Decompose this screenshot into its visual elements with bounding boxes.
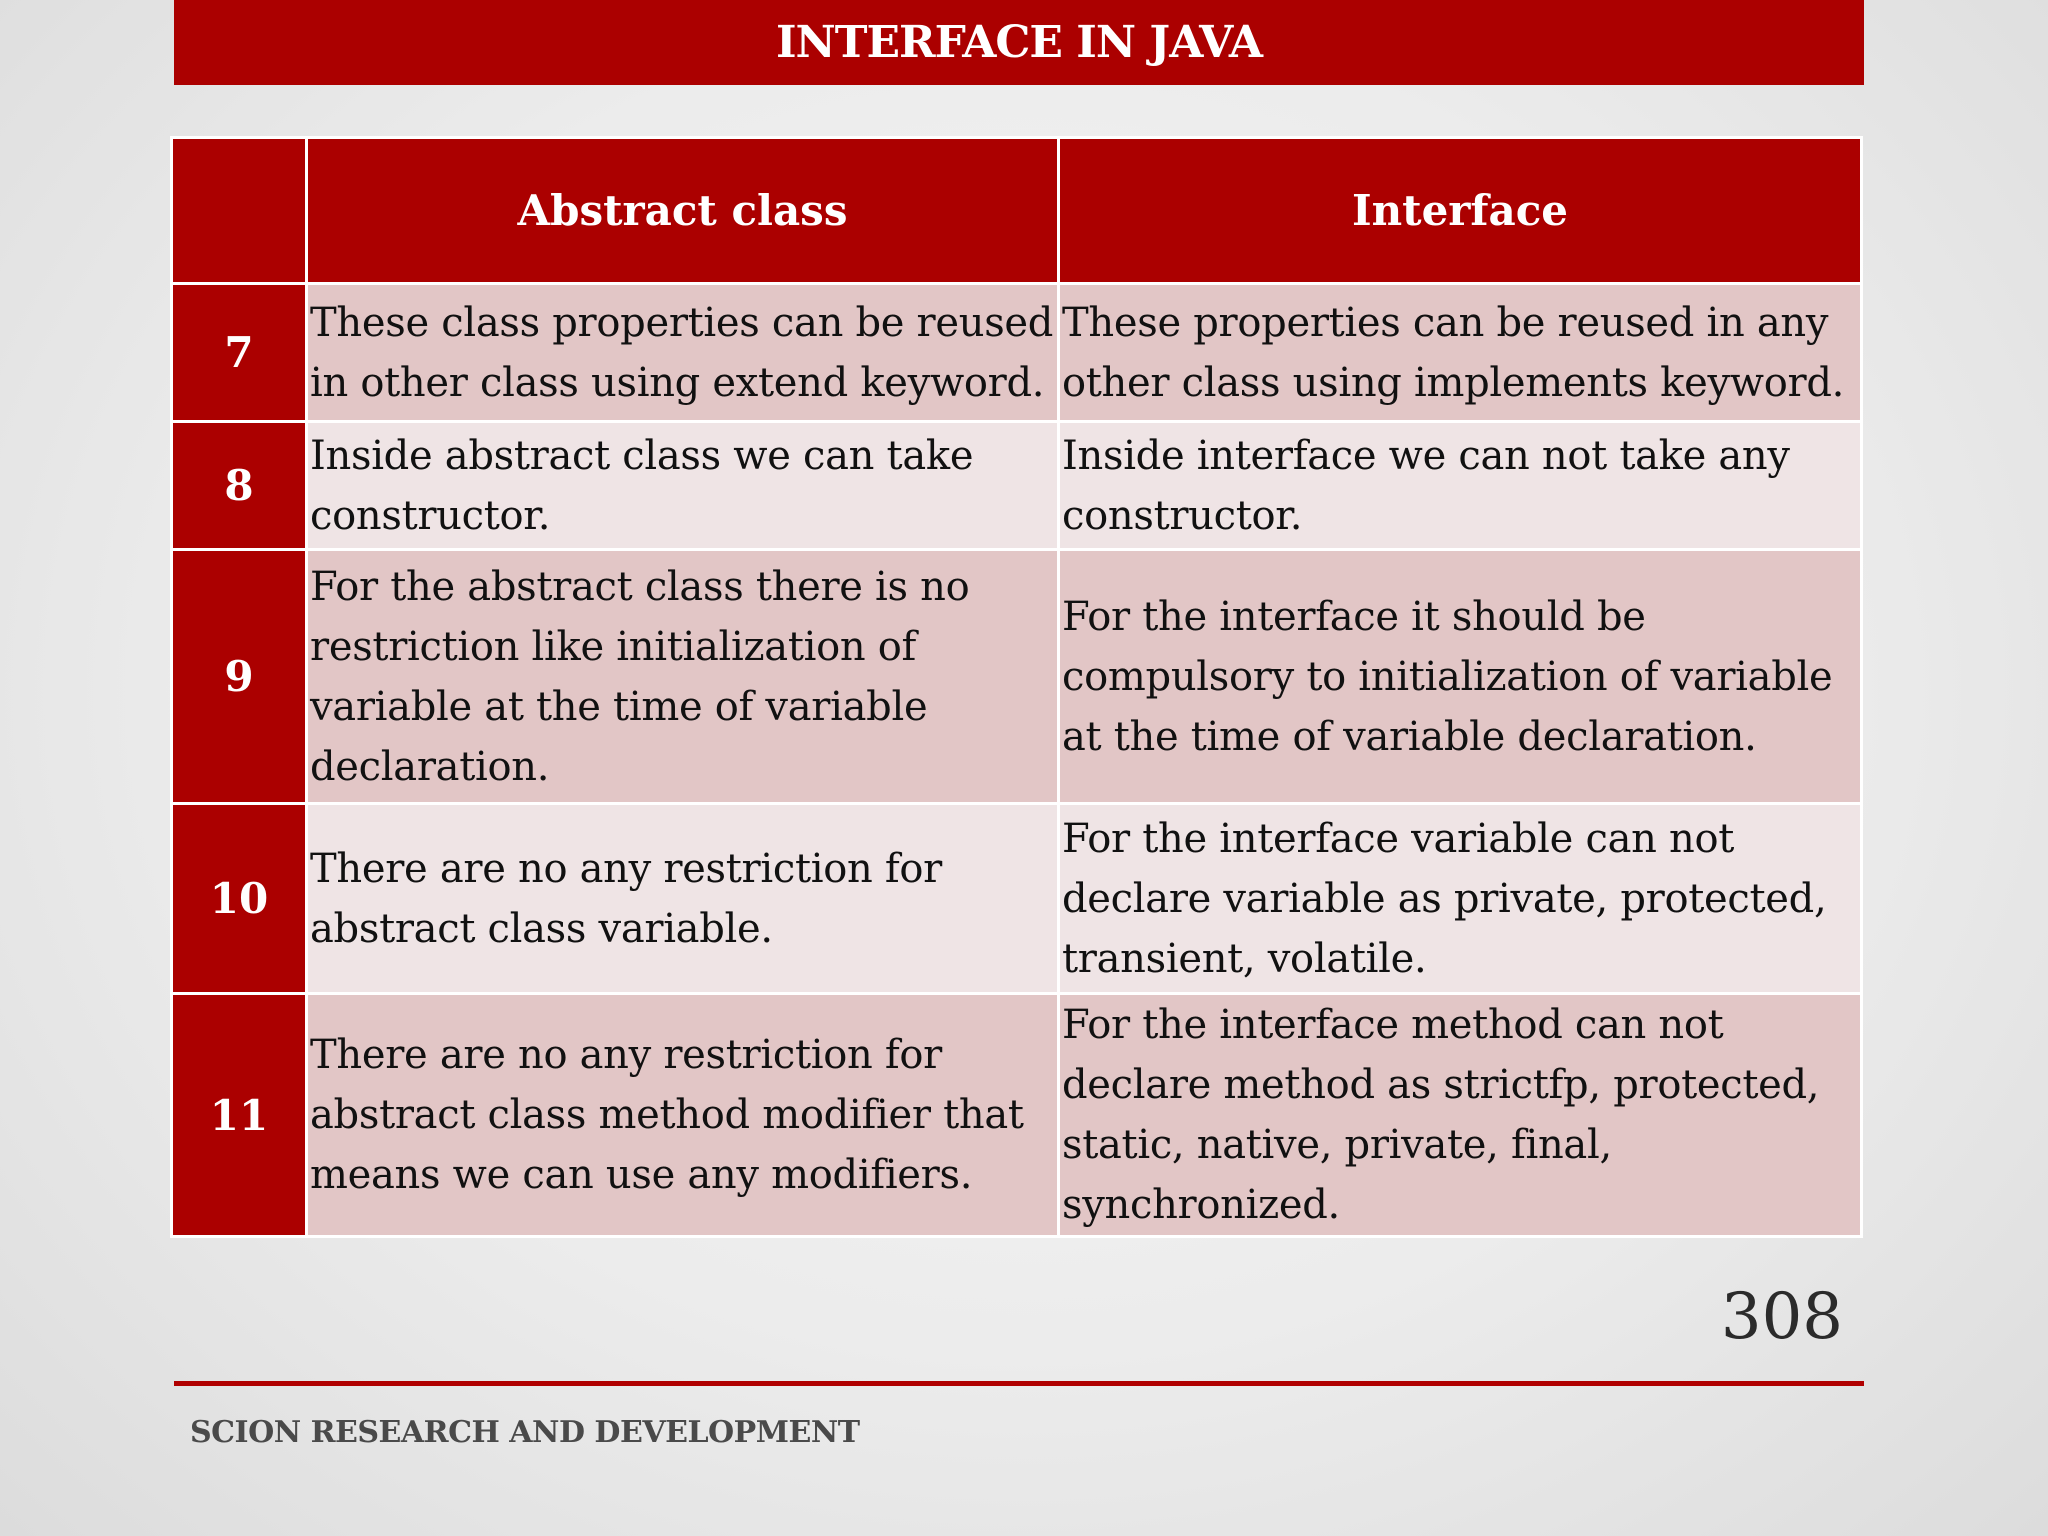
- abstract-class-cell: There are no any restriction for abstract class variable.: [307, 804, 1059, 994]
- page-number: 308: [1720, 1280, 1843, 1354]
- interface-cell: Inside interface we can not take any constructor.: [1059, 422, 1862, 550]
- header-interface: Interface: [1059, 138, 1862, 284]
- table-row: [172, 994, 1862, 1237]
- row-number: 11: [172, 994, 307, 1237]
- interface-cell: These properties can be reused in any other class using implements keyword.: [1059, 284, 1862, 422]
- interface-cell: For the interface it should be compulsory to initialization of variable at the time of variable declaration.: [1059, 550, 1862, 804]
- abstract-class-cell: Inside abstract class we can take constructor.: [307, 422, 1059, 550]
- slide-title: INTERFACE IN JAVA: [775, 17, 1263, 68]
- row-number: 10: [172, 804, 307, 994]
- table-row: [172, 284, 1862, 422]
- row-number: 7: [172, 284, 307, 422]
- footer-divider: [174, 1381, 1864, 1386]
- interface-cell: For the interface method can not declare method as strictfp, protected, static, native, private, final, synchronized.: [1059, 994, 1862, 1237]
- footer-organization: SCION RESEARCH AND DEVELOPMENT: [190, 1415, 860, 1450]
- row-number: 9: [172, 550, 307, 804]
- abstract-class-cell: For the abstract class there is no restriction like initialization of variable at the time of variable declaration.: [307, 550, 1059, 804]
- table-row: [172, 804, 1862, 994]
- title-bar: [174, 0, 1864, 85]
- table-row: [172, 550, 1862, 804]
- table-row: [172, 422, 1862, 550]
- row-number: 8: [172, 422, 307, 550]
- interface-cell: For the interface variable can not declare variable as private, protected, transient, volatile.: [1059, 804, 1862, 994]
- header-abstract-class: Abstract class: [307, 138, 1059, 284]
- abstract-class-cell: There are no any restriction for abstract class method modifier that means we can use any modifiers.: [307, 994, 1059, 1237]
- header-number: [172, 138, 307, 284]
- table-header-row: [172, 138, 1862, 284]
- abstract-class-cell: These class properties can be reused in other class using extend keyword.: [307, 284, 1059, 422]
- comparison-table: [170, 136, 1863, 1238]
